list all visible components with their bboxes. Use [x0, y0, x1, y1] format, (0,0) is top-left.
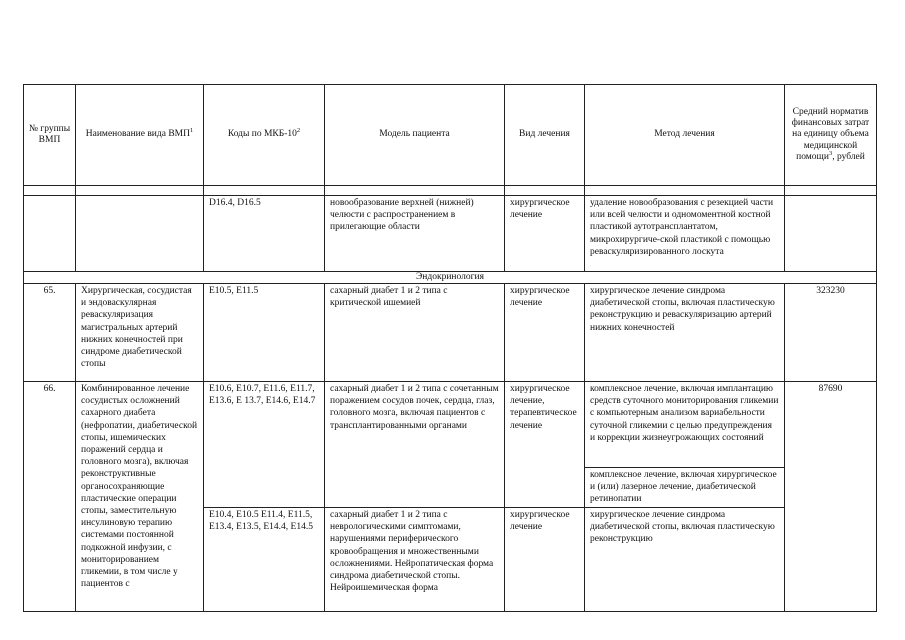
table-row-65 — [24, 284, 877, 382]
cell-model: сахарный диабет 1 и 2 типа с неврологическими симптомами, нарушениями периферического кровообращения и множественными осложнениями. Нейропатическая форма синдрома диабетической стопы. Нейроишемическая форма — [325, 508, 505, 612]
cell-codes: D16.4, D16.5 — [204, 196, 325, 272]
section-row — [24, 272, 877, 284]
cell-vmp-name: Хирургическая, сосудистая и эндоваскулярная реваскуляризация магистральных артерий нижних конечностей при синдроме диабетической стопы — [76, 284, 204, 382]
table-row-66 — [24, 382, 877, 468]
cell-cost: 87690 — [785, 382, 877, 612]
cell-group-number: 66. — [24, 382, 76, 612]
cell-method: удаление новообразования с резекцией части или всей челюсти и одномоментной костной пластикой аутотрансплантатом, микрохирургиче-ской пластикой с помощью реваскуляризированного лоскута — [585, 196, 785, 272]
cell-type: хирургическое лечение — [505, 196, 585, 272]
section-title: Эндокринология — [24, 272, 877, 284]
header-group-number: № группы ВМП — [24, 85, 76, 186]
cell-type: хирургическое лечение, терапевтическое лечение — [505, 382, 585, 508]
header-vmp-name: Наименование вида ВМП$^1$ — [76, 85, 204, 186]
cell-method: хирургическое лечение синдрома диабетической стопы, включая пластическую реконструкцию — [585, 508, 785, 612]
table-row-continuation — [24, 196, 877, 272]
cell-vmp-name: Комбинированное лечение сосудистых осложнений сахарного диабета (нефропатии, диабетической стопы, ишемических поражений сердца и головного мозга), включая реконструктивные органосохраняющие пластические операции стопы, заместительную инсулиновую терапию системами постоянной подкожной инфузии, с мониторированием гликемии, в том числе у пациентов с — [76, 382, 204, 612]
cell-model: сахарный диабет 1 и 2 типа с сочетанным поражением сосудов почек, сердца, глаз, головного мозга, включая пациентов с трансплантированными органами — [325, 382, 505, 508]
cell-model: новообразование верхней (нижней) челюсти с распространением в прилегающие области — [325, 196, 505, 272]
header-treatment-type: Вид лечения — [505, 85, 585, 186]
vmp-table — [23, 84, 877, 612]
cell-cost: 323230 — [785, 284, 877, 382]
cell-method: хирургическое лечение синдрома диабетической стопы, включая пластическую реконструкцию и реваскуляризацию артерий нижних конечностей — [585, 284, 785, 382]
header-row — [24, 85, 877, 186]
header-icd-codes: Коды по МКБ-$10^2$ — [204, 85, 325, 186]
cell-codes: E10.5, E11.5 — [204, 284, 325, 382]
cell-codes: E10.4, E10.5 E11.4, E11.5, E13.4, E13.5, E14.4, E14.5 — [204, 508, 325, 612]
cell-group-number: 65. — [24, 284, 76, 382]
cell-codes: E10.6, E10.7, E11.6, E11.7, E13.6, E 13.7, E14.6, E14.7 — [204, 382, 325, 508]
header-cost: Средний норматив финансовых затрат на единицу объема медицинской помощи$^3$, рублей — [785, 85, 877, 186]
cell-model: сахарный диабет 1 и 2 типа с критической ишемией — [325, 284, 505, 382]
header-treatment-method: Метод лечения — [585, 85, 785, 186]
cell-type: хирургическое лечение — [505, 284, 585, 382]
cell-method: комплексное лечение, включая хирургическое и (или) лазерное лечение, диабетической ретинопатии — [585, 468, 785, 508]
header-patient-model: Модель пациента — [325, 85, 505, 186]
empty-spacer-row — [24, 186, 877, 196]
cell-method: комплексное лечение, включая имплантацию средств суточного мониторирования гликемии с компьютерным анализом вариабельности суточной гликемии с целью предупреждения и коррекции жизнеугрожающих состояний — [585, 382, 785, 468]
cell-type: хирургическое лечение — [505, 508, 585, 612]
